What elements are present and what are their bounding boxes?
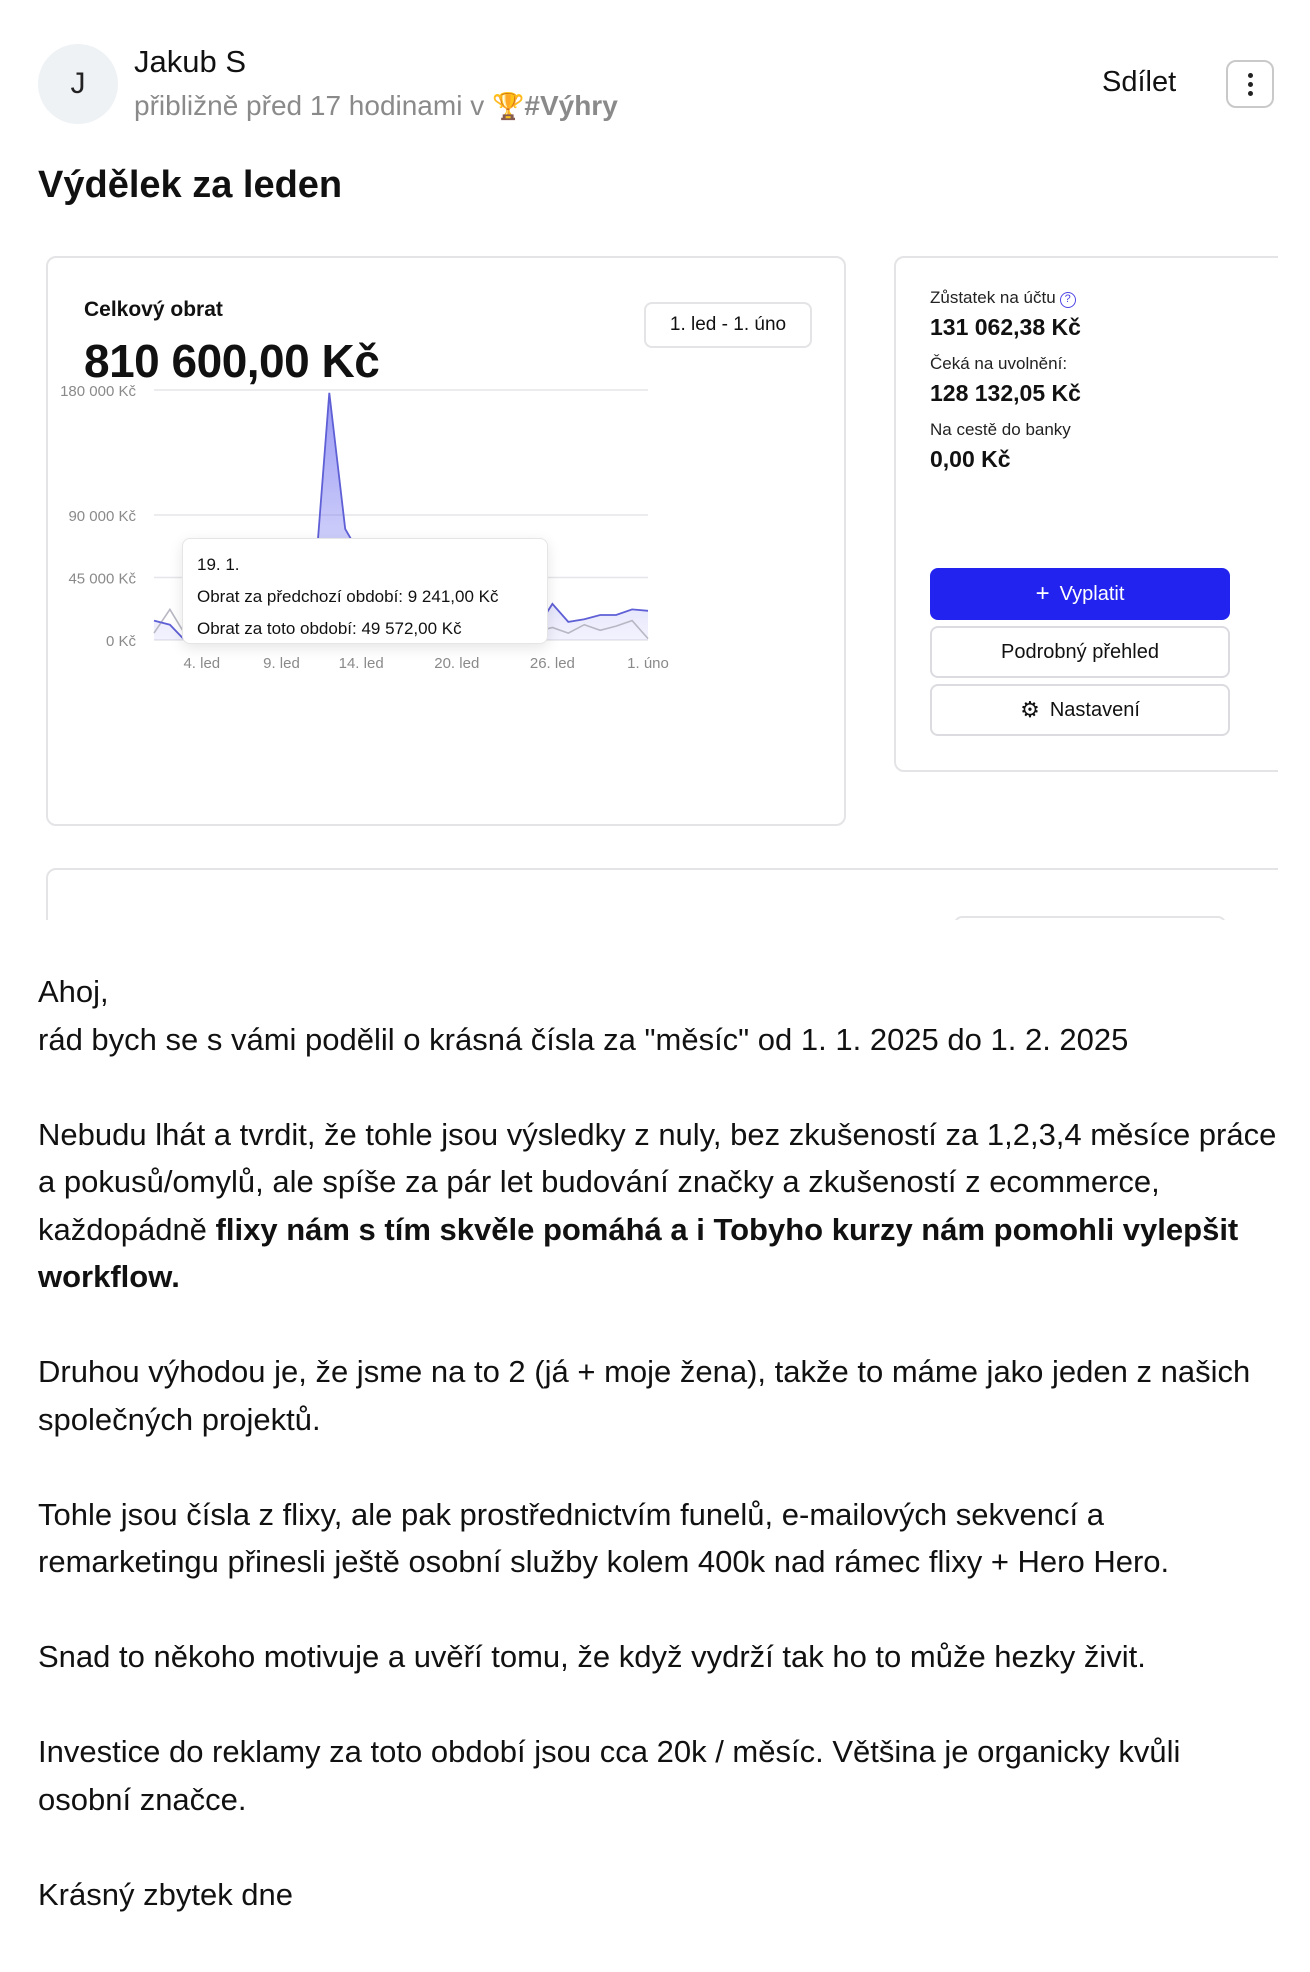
- date-range-button[interactable]: 1. led - 1. úno: [644, 302, 812, 348]
- pending-value: 128 132,05 Kč: [930, 380, 1081, 406]
- more-options-button[interactable]: [1226, 60, 1274, 108]
- detail-overview-button[interactable]: Podrobný přehled: [930, 626, 1230, 678]
- channel-link[interactable]: #Výhry: [524, 90, 618, 121]
- trophy-icon: 🏆: [492, 91, 525, 121]
- turnover-card: [46, 256, 846, 826]
- paragraph-greeting: Ahoj, rád bych se s vámi podělil o krásná čísla za "měsíc" od 1. 1. 2025 do 1. 2. 2025: [38, 974, 1129, 1057]
- attached-screenshot[interactable]: [38, 240, 1278, 940]
- y-tick-label: 180 000 Kč: [60, 383, 136, 400]
- post-time: přibližně před 17 hodinami v: [134, 90, 485, 121]
- help-icon[interactable]: ?: [1060, 292, 1076, 308]
- author-name[interactable]: Jakub S: [134, 44, 247, 79]
- payout-button[interactable]: + Vyplatit: [930, 568, 1230, 620]
- balance-value: 131 062,38 Kč: [930, 314, 1081, 340]
- tooltip-date: 19. 1.: [197, 555, 240, 574]
- paragraph-team: Druhou výhodou je, že jsme na to 2 (já + moje žena), takže to máme jako jeden z našich společných projektů.: [38, 1354, 1251, 1437]
- paragraph-closing: Krásný zbytek dne: [38, 1876, 294, 1912]
- balance-card: [894, 256, 1278, 772]
- more-vertical-icon: [1248, 73, 1253, 78]
- y-tick-label: 45 000 Kč: [68, 570, 136, 588]
- share-button[interactable]: Sdílet: [1102, 66, 1177, 98]
- post-title: Výdělek za leden: [38, 164, 343, 206]
- x-tick-label: 26. led: [529, 655, 575, 672]
- x-tick-label: 1. úno: [627, 655, 669, 672]
- paragraph-background: Nebudu lhát a tvrdit, že tohle jsou výsledky z nuly, bez zkušeností za 1,2,3,4 měsíce práce a pokusů/omylů, ale spíše za pár let budování značky a zkušeností z ecommerce, každopádně flixy nám s tím skvěle pomáhá a i Tobyho kurzy nám pomohli vylepšit workflow.: [38, 1116, 1277, 1294]
- post-meta: [134, 90, 618, 122]
- plus-icon: +: [1035, 580, 1050, 607]
- x-tick-label: 4. led: [183, 655, 221, 672]
- x-tick-label: 14. led: [338, 655, 384, 672]
- turnover-value: 810 600,00 Kč: [84, 335, 380, 387]
- turnover-label: Celkový obrat: [84, 298, 223, 321]
- transit-value: 0,00 Kč: [930, 446, 1011, 472]
- balance-label: Zůstatek na účtu ?: [930, 288, 1076, 308]
- y-tick-label: 90 000 Kč: [68, 508, 136, 525]
- y-tick-label: 0 Kč: [105, 633, 136, 650]
- gear-icon: ⚙: [1020, 697, 1040, 722]
- tooltip-previous: Obrat za předchozí období: 9 241,00 Kč: [197, 587, 499, 606]
- tooltip-current: Obrat za toto období: 49 572,00 Kč: [197, 619, 462, 638]
- post-body: [38, 968, 1278, 1918]
- paragraph-services: Tohle jsou čísla z flixy, ale pak prostřednictvím funelů, e-mailových sekvencí a remarketingu přinesli ještě osobní služby kolem 400k nad rámec flixy + Hero Hero.: [38, 1496, 1170, 1579]
- transit-label: Na cestě do banky: [930, 420, 1071, 439]
- paragraph-ads: Investice do reklamy za toto období jsou cca 20k / měsíc. Většina je organicky kvůli osobní značce.: [38, 1734, 1181, 1817]
- paragraph-motivation: Snad to někoho motivuje a uvěří tomu, že když vydrží tak ho to může hezky živit.: [38, 1639, 1146, 1674]
- avatar-initial: J: [70, 67, 86, 100]
- highlight-text: flixy nám s tím skvěle pomáhá a i Tobyho kurzy nám pomohli vylepšit workflow.: [38, 1211, 1239, 1294]
- settings-button[interactable]: ⚙ Nastavení: [930, 684, 1230, 736]
- chart-tooltip: [182, 538, 548, 644]
- x-tick-label: 9. led: [263, 655, 300, 672]
- pending-label: Čeká na uvolnění:: [930, 354, 1068, 373]
- x-tick-label: 20. led: [434, 655, 480, 672]
- avatar[interactable]: [38, 44, 118, 124]
- screenshot-crop-edge: [38, 920, 1278, 940]
